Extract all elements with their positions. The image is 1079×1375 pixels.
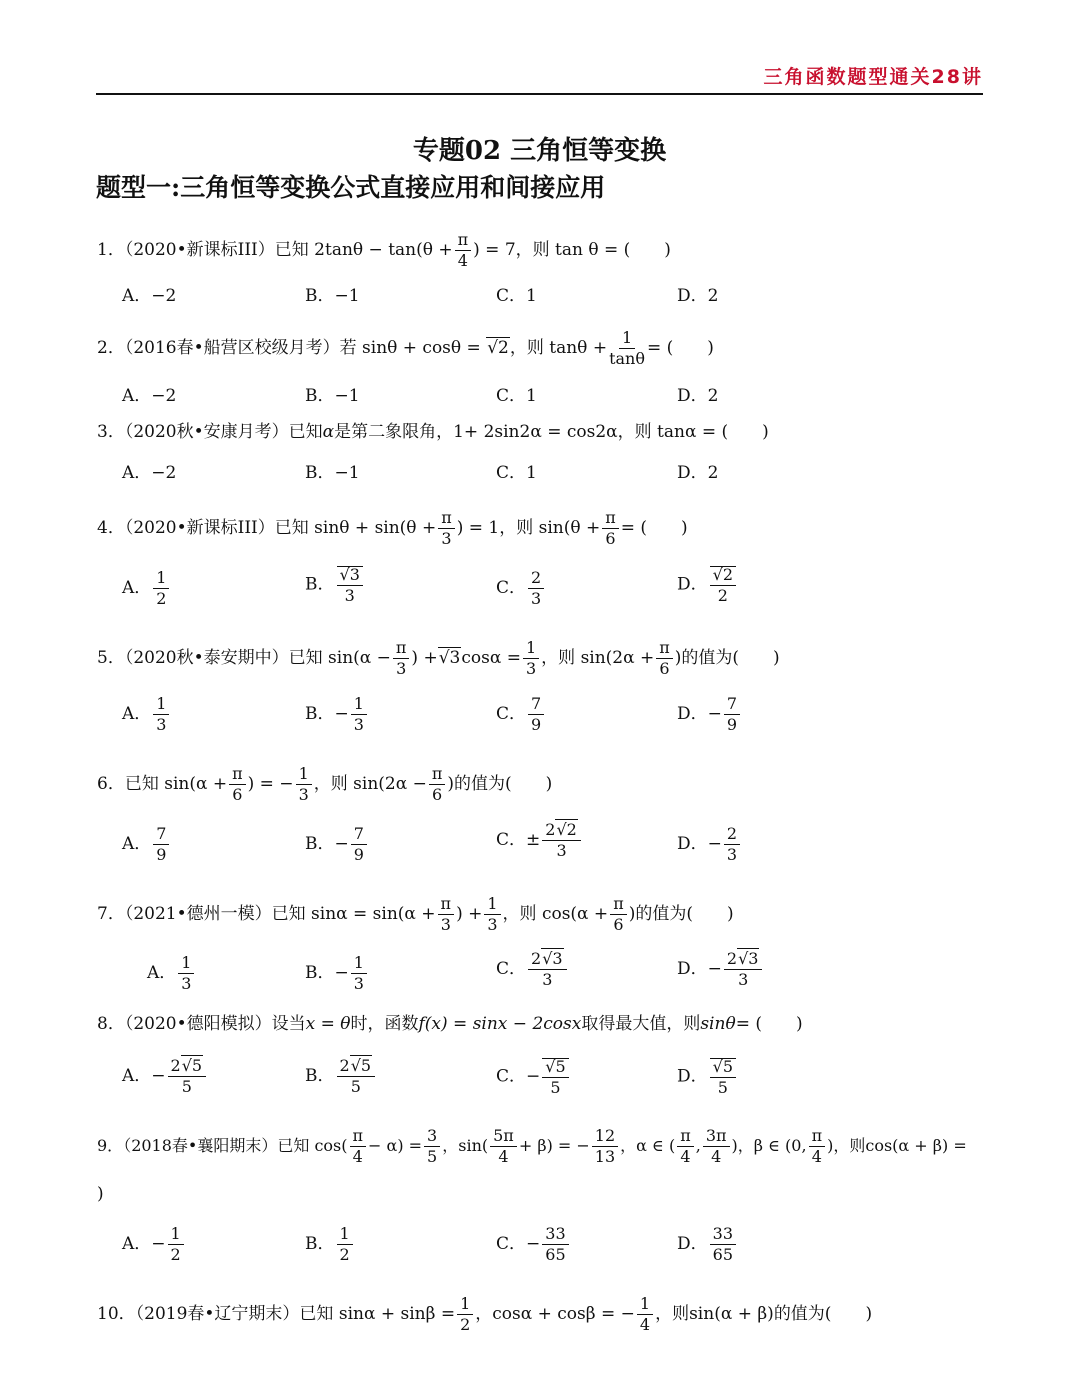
series-header: 三角函数题型通关28讲: [763, 66, 983, 88]
q8-option-d[interactable]: D． $\frac{√5}{5}$: [677, 1058, 738, 1096]
q7-option-d[interactable]: D．− $\frac{2√3}{3}$: [677, 951, 764, 988]
question-7: 7．（2021•德州一模）已知 sinα = sin(α + $\frac{\pi}{3}$ ) + $\frac{1}{3}$ ，则 cos(α + $\frac{\pi}{6}$ )的值为( ): [97, 894, 734, 934]
q3-option-b[interactable]: B．−1: [305, 463, 360, 483]
q4-option-a[interactable]: A． $\frac{1}{2}$: [122, 570, 171, 607]
question-3: 3．（2020秋•安康月考）已知α是第二象限角，1+ 2sin2α = cos2α，则 tanα = ( ): [97, 422, 769, 442]
q5-option-d[interactable]: D．− $\frac{7}{9}$: [677, 696, 742, 733]
q3-option-d[interactable]: D．2: [677, 463, 719, 483]
question-10: 10．（2019春•辽宁期末）已知 sinα + sinβ = $\frac{1}{2}$ ，cosα + cosβ = − $\frac{1}{4}$ ，则sin(α + β)的值为( ): [97, 1294, 873, 1334]
q8-option-a[interactable]: A．− $\frac{2√5}{5}$: [122, 1058, 208, 1095]
question-8: 8．（2020•德阳模拟）设当x = θ时，函数f(x) = sinx − 2cosx取得最大值，则sinθ= ( ): [97, 1014, 803, 1034]
q4-option-c[interactable]: C． $\frac{2}{3}$: [496, 570, 546, 607]
q6-option-d[interactable]: D．− $\frac{2}{3}$: [677, 826, 742, 863]
q6-option-b[interactable]: B．− $\frac{7}{9}$: [305, 826, 369, 863]
question-9: 9．（2018春•襄阳期末）已知 cos( $\frac{\pi}{4}$ − α) = $\frac{3}{5}$ ，sin( $\frac{5\pi}{4}$ + β) = − $\frac{12}{13}$ ，α ∈ ( $\frac{\pi}{4}$ , $\frac{3\pi}{4}$ )，β ∈ (0, $\frac{\pi}{4}$ )，则cos(α + β) =: [97, 1126, 967, 1166]
q1-option-c[interactable]: C．1: [496, 286, 537, 306]
q4-option-b[interactable]: B． $\frac{√3}{3}$: [305, 566, 365, 604]
q9-option-b[interactable]: B． $\frac{1}{2}$: [305, 1226, 355, 1263]
q8-option-b[interactable]: B． $\frac{2√5}{5}$: [305, 1058, 377, 1095]
q5-option-a[interactable]: A． $\frac{1}{3}$: [122, 696, 171, 733]
q7-option-a[interactable]: A． $\frac{1}{3}$: [147, 955, 196, 992]
q2-option-a[interactable]: A．−2: [122, 386, 177, 406]
q7-option-b[interactable]: B．− $\frac{1}{3}$: [305, 955, 369, 992]
page-title: 专题02 三角恒等变换: [412, 136, 667, 166]
q3-option-a[interactable]: A．−2: [122, 463, 177, 483]
q6-option-c[interactable]: C．± $\frac{2√2}{3}$: [496, 822, 583, 859]
question-6: 6．已知 sin(α + $\frac{\pi}{6}$ ) = − $\frac{1}{3}$ ，则 sin(2α − $\frac{\pi}{6}$ )的值为( ): [97, 764, 553, 804]
q9-option-a[interactable]: A．− $\frac{1}{2}$: [122, 1226, 186, 1263]
question-5: 5．（2020秋•泰安期中）已知 sin(α − $\frac{\pi}{3}$ ) +√3cosα = $\frac{1}{3}$ ，则 sin(2α + $\frac{\pi}{6}$ )的值为( ): [97, 638, 780, 678]
q2-option-d[interactable]: D．2: [677, 386, 719, 406]
q9-option-d[interactable]: D． $\frac{33}{65}$: [677, 1226, 738, 1263]
question-4: 4．（2020•新课标III）已知 sinθ + sin(θ + $\frac{\pi}{3}$ ) = 1，则 sin(θ + $\frac{\pi}{6}$ = ( ): [97, 508, 688, 548]
q3-option-c[interactable]: C．1: [496, 463, 537, 483]
q9-option-c[interactable]: C．− $\frac{33}{65}$: [496, 1226, 571, 1263]
q5-option-c[interactable]: C． $\frac{7}{9}$: [496, 696, 546, 733]
q5-option-b[interactable]: B．− $\frac{1}{3}$: [305, 696, 369, 733]
question-9-close: ): [97, 1184, 104, 1204]
q4-option-d[interactable]: D． $\frac{√2}{2}$: [677, 566, 738, 604]
q2-option-b[interactable]: B．−1: [305, 386, 360, 406]
question-2: 2．（2016春•船营区校级月考）若 sinθ + cosθ = √2，则 tanθ + $\frac{1}{\tan\theta}$ = ( ): [97, 328, 714, 368]
header-rule: [96, 93, 983, 95]
q1-option-b[interactable]: B．−1: [305, 286, 360, 306]
q7-option-c[interactable]: C． $\frac{2√3}{3}$: [496, 951, 569, 988]
question-1: 1．（2020•新课标III）已知 2tanθ − tan(θ + $\frac{\pi}{4}$ ) = 7，则 tan θ = ( ): [97, 230, 671, 270]
q8-option-c[interactable]: C．− $\frac{√5}{5}$: [496, 1058, 571, 1096]
q1-option-d[interactable]: D．2: [677, 286, 719, 306]
q6-option-a[interactable]: A． $\frac{7}{9}$: [122, 826, 171, 863]
q2-option-c[interactable]: C．1: [496, 386, 537, 406]
section-subtitle: 题型一:三角恒等变换公式直接应用和间接应用: [96, 173, 606, 202]
q1-option-a[interactable]: A．−2: [122, 286, 177, 306]
